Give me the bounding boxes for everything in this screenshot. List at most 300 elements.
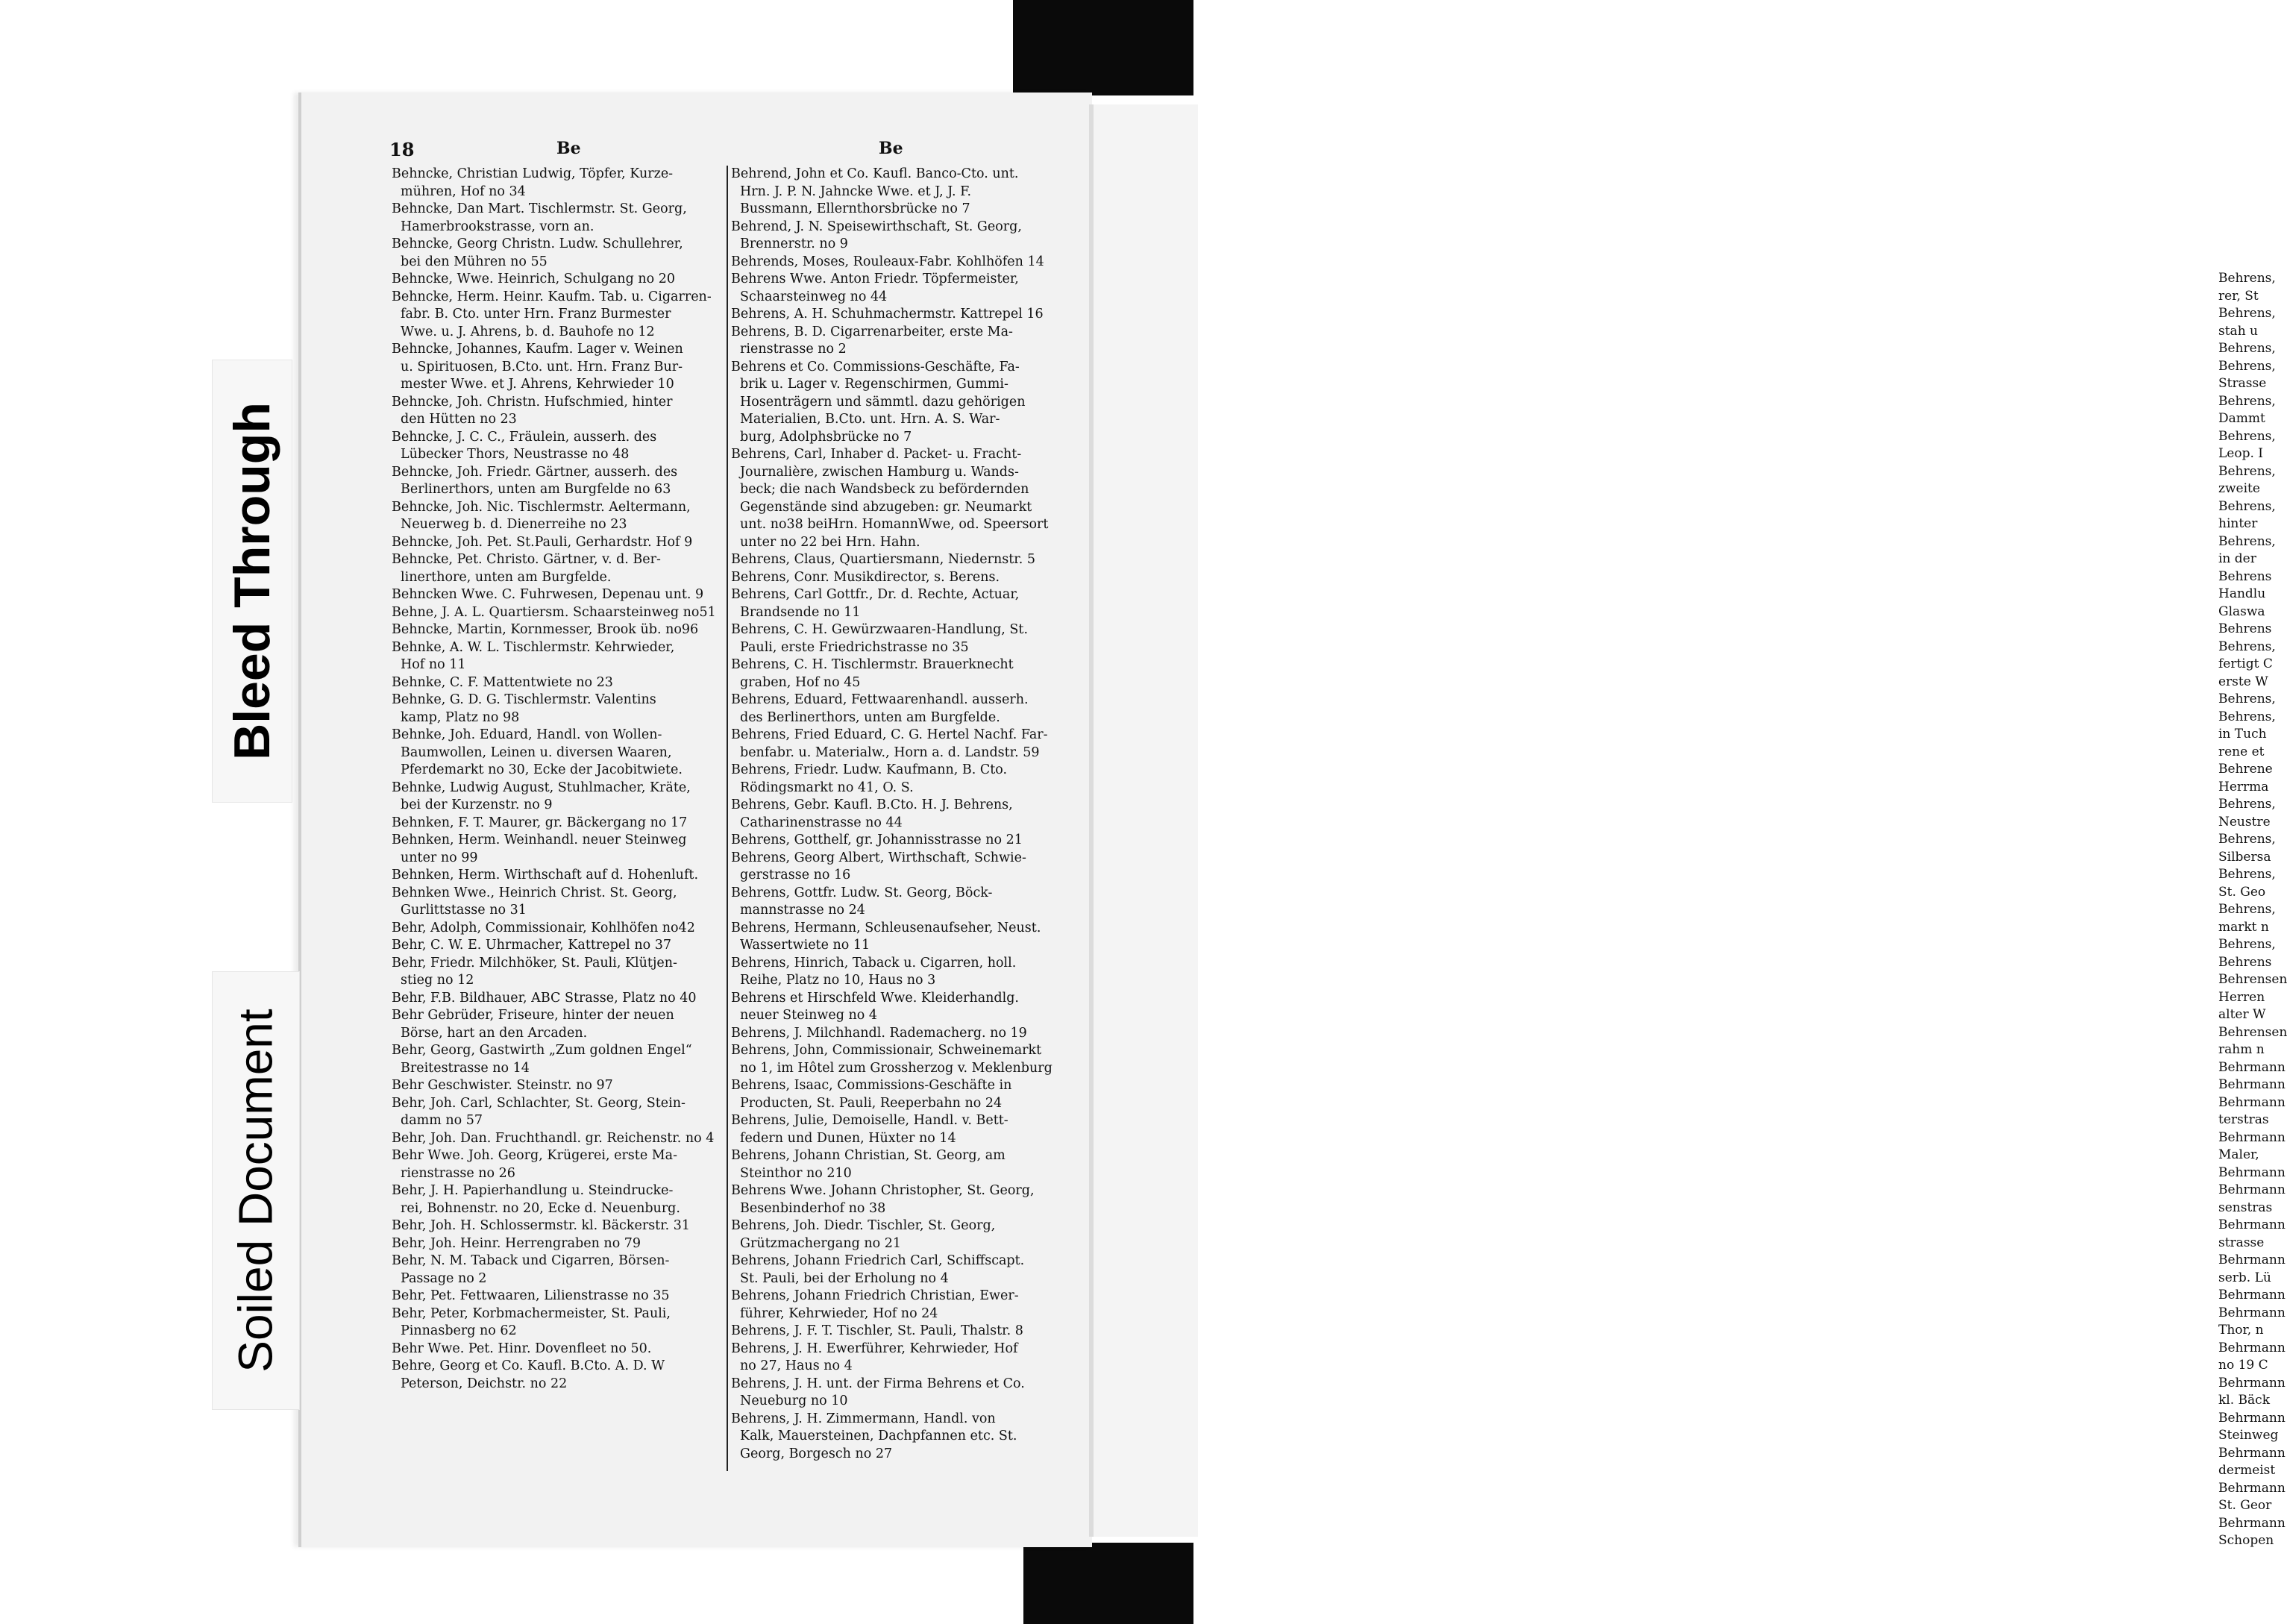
entry-continuation-line: gerstrasse no 16 (740, 868, 851, 882)
entry-line: Behncke, Joh. Friedr. Gärtner, ausserh. des (392, 464, 678, 480)
entry-continuation-line: Hof no 11 (401, 657, 466, 672)
entry-line: Behnken, Herm. Wirthschaft auf d. Hohenluft. (392, 868, 699, 882)
entry-line: Behncke, Christian Ludwig, Töpfer, Kurze- (392, 166, 674, 181)
entry-continuation-line: Brennerstr. no 9 (740, 236, 848, 251)
adjacent-page-line: terstras (2218, 1112, 2269, 1127)
entry-line: Behncke, Johannes, Kaufm. Lager v. Weinen (392, 342, 683, 357)
directory-entry (392, 394, 724, 429)
entry-continuation-line: Pauli, erste Friedrichstrasse no 35 (740, 639, 969, 655)
entry-line: Behr, Joh. Heinr. Herrengraben no 79 (392, 1235, 641, 1251)
adjacent-page-line: Steinweg (2218, 1428, 2279, 1443)
entry-continuation-line: Gegenstände sind abzugeben: gr. Neumarkt (740, 499, 1032, 515)
adjacent-page-line: Silbersa (2218, 849, 2271, 865)
adjacent-page-line: Behrmann (2218, 1182, 2286, 1197)
directory-entry (392, 780, 724, 815)
entry-continuation-line: Breitestrasse no 14 (401, 1060, 530, 1076)
directory-column-right (731, 166, 1067, 1463)
adjacent-page-line: Behrens, (2218, 937, 2276, 952)
adjacent-page-line: Behrens, (2218, 692, 2276, 706)
entry-line: Behrens, Conr. Musikdirector, s. Berens. (731, 569, 1000, 585)
directory-entry (392, 867, 724, 885)
entry-continuation-line: Neueburg no 10 (740, 1393, 848, 1408)
entry-line: Behncke, Dan Mart. Tischlermstr. St. Georg, (392, 201, 687, 216)
entry-line: Behr, Friedr. Milchhöker, St. Pauli, Klütjen- (392, 955, 677, 971)
page-number: 18 (389, 139, 415, 160)
adjacent-page-line: hinter (2218, 516, 2258, 531)
directory-entry (392, 1235, 724, 1253)
directory-entry (392, 1007, 724, 1042)
directory-entry (731, 1182, 1067, 1217)
soiled-document-text: Soiled Document (229, 1009, 283, 1373)
adjacent-page-line: Behrmann (2218, 1340, 2286, 1355)
column-divider (727, 166, 728, 1471)
entry-line: Behrens, J. H. Zimmermann, Handl. von (731, 1411, 996, 1426)
directory-entry (392, 955, 724, 990)
adjacent-page-line: Behrens, (2218, 341, 2276, 356)
entry-line: Behrens et Hirschfeld Wwe. Kleiderhandlg. (731, 990, 1019, 1006)
directory-entry (392, 832, 724, 867)
directory-entry (392, 937, 724, 955)
entry-continuation-line: kamp, Platz no 98 (401, 709, 520, 725)
adjacent-page-line: senstras (2218, 1200, 2273, 1215)
entry-line: Behrens Wwe. Johann Christopher, St. Georg, (731, 1183, 1035, 1198)
entry-continuation-line: Schaarsteinweg no 44 (740, 289, 888, 304)
adjacent-page-line: kl. Bäck (2218, 1393, 2270, 1408)
entry-continuation-line: rienstrasse no 26 (401, 1165, 515, 1181)
directory-entry (731, 219, 1067, 254)
adjacent-page-line: Behrmann (2218, 1253, 2286, 1267)
entry-continuation-line: des Berlinerthors, unten am Burgfelde. (740, 709, 1000, 725)
adjacent-page-line: Maler, (2218, 1147, 2259, 1162)
entry-continuation-line: Hamerbrookstrasse, vorn an. (401, 219, 595, 234)
directory-entry (731, 727, 1067, 762)
adjacent-page-line: Behrens, (2218, 271, 2276, 286)
entry-line: Behrens, Julie, Demoiselle, Handl. v. Bett- (731, 1113, 1008, 1128)
adjacent-page-line: Behrens, (2218, 498, 2276, 514)
entry-continuation-line: Reihe, Platz no 10, Haus no 3 (740, 973, 936, 988)
scan-edge-bar-top (1013, 0, 1193, 95)
entry-continuation-line: Bussmann, Ellernthorsbrücke no 7 (740, 201, 970, 216)
directory-entry (392, 1147, 724, 1182)
entry-continuation-line: graben, Hof no 45 (740, 674, 861, 690)
directory-entry (731, 1253, 1067, 1288)
adjacent-page-line: strasse (2218, 1235, 2265, 1250)
entry-line: Behrens, Hermann, Schleusenaufseher, Neust. (731, 920, 1041, 935)
entry-line: Behncke, Herm. Heinr. Kaufm. Tab. u. Cigarren- (392, 289, 712, 304)
adjacent-page-line: Behrmann (2218, 1094, 2286, 1110)
entry-continuation-line: damm no 57 (401, 1113, 483, 1128)
entry-continuation-line: unt. no38 beiHrn. HomannWwe, od. Speersort (740, 517, 1049, 532)
directory-entry (731, 955, 1067, 990)
adjacent-page-line: Behrmann (2218, 1480, 2286, 1496)
entry-continuation-line: Brandsende no 11 (740, 604, 861, 620)
entry-line: Behrens, C. H. Tischlermstr. Brauerknecht (731, 657, 1014, 672)
entry-line: Behrens, C. H. Gewürzwaaren-Handlung, St. (731, 622, 1029, 637)
directory-entry (731, 586, 1067, 621)
entry-line: Behncke, Joh. Pet. St.Pauli, Gerhardstr. Hof 9 (392, 534, 693, 550)
entry-line: Behrens, Eduard, Fettwaarenhandl. ausserh. (731, 692, 1029, 707)
adjacent-page-line: alter W (2218, 1007, 2266, 1022)
entry-continuation-line: Journalière, zwischen Hamburg u. Wands- (740, 464, 1019, 480)
entry-line: Behncke, Joh. Nic. Tischlermstr. Aeltermann, (392, 499, 691, 515)
entry-line: Behr, Joh. H. Schlossermstr. kl. Bäckerstr. 31 (392, 1218, 691, 1233)
directory-entry (731, 692, 1067, 727)
directory-entry (731, 1217, 1067, 1253)
entry-line: Behncke, Pet. Christo. Gärtner, v. d. Ber- (392, 552, 661, 567)
directory-entry (731, 1112, 1067, 1147)
entry-line: Behrens, B. D. Cigarrenarbeiter, erste Ma- (731, 324, 1013, 339)
directory-entry (731, 271, 1067, 306)
entry-line: Behrens, John, Commissionair, Schweinemarkt (731, 1043, 1042, 1058)
directory-entry (731, 306, 1067, 324)
entry-line: Behrens, Gottfr. Ludw. St. Georg, Böck- (731, 885, 993, 900)
directory-entry (731, 551, 1067, 569)
directory-entry (392, 621, 724, 639)
entry-continuation-line: Lübecker Thors, Neustrasse no 48 (401, 447, 630, 462)
entry-line: Behrend, J. N. Speisewirthschaft, St. Georg, (731, 219, 1022, 234)
directory-entry (392, 885, 724, 920)
directory-entry (731, 850, 1067, 885)
entry-line: Behnke, Ludwig August, Stuhlmacher, Kräte, (392, 780, 691, 795)
directory-entry (731, 324, 1067, 359)
adjacent-page-line: Behrens, (2218, 533, 2276, 549)
directory-entry (731, 569, 1067, 587)
directory-entry (392, 236, 724, 271)
entry-line: Behr, N. M. Taback und Cigarren, Börsen- (392, 1253, 670, 1268)
entry-continuation-line: Producten, St. Pauli, Reeperbahn no 24 (740, 1095, 1003, 1111)
directory-entry (731, 1042, 1067, 1077)
entry-continuation-line: Pferdemarkt no 30, Ecke der Jacobitwiete. (401, 762, 683, 777)
adjacent-page-line: markt n (2218, 919, 2269, 935)
directory-entry (392, 674, 724, 692)
entry-line: Behrens, Fried Eduard, C. G. Hertel Nachf. Far- (731, 727, 1048, 742)
adjacent-page-line: rer, St (2218, 288, 2259, 304)
entry-line: Behrens, Carl, Inhaber d. Packet- u. Fracht- (731, 447, 1022, 462)
entry-line: Behrens, Hinrich, Taback u. Cigarren, holl. (731, 955, 1017, 971)
entry-continuation-line: Baumwollen, Leinen u. diversen Waaren, (401, 744, 672, 760)
entry-continuation-line: rei, Bohnenstr. no 20, Ecke d. Neuenburg. (401, 1200, 680, 1216)
directory-entry (731, 254, 1067, 272)
adjacent-page-line: Behrmann (2218, 1129, 2286, 1145)
bleed-through-text: Bleed Through (224, 402, 281, 760)
entry-continuation-line: brik u. Lager v. Regenschirmen, Gummi- (740, 377, 1008, 392)
entry-line: Behr, Joh. Dan. Fruchthandl. gr. Reichenstr. no 4 (392, 1130, 715, 1146)
adjacent-page-line: in der (2218, 551, 2256, 566)
entry-line: Behrens, Johann Christian, St. Georg, am (731, 1148, 1006, 1163)
adjacent-page-line: Handlu (2218, 586, 2266, 601)
directory-column-left (392, 166, 724, 1393)
adjacent-page-line: Behrens, (2218, 306, 2276, 321)
directory-entry (392, 289, 724, 342)
adjacent-page-line: no 19 C (2218, 1358, 2268, 1373)
adjacent-page-line: serb. Lü (2218, 1270, 2271, 1285)
entry-continuation-line: no 1, im Hôtel zum Grossherzog v. Meklenburg (740, 1060, 1052, 1076)
directory-entry (731, 990, 1067, 1025)
entry-line: Behr, Joh. Carl, Schlachter, St. Georg, Stein- (392, 1095, 686, 1111)
directory-entry (731, 656, 1067, 692)
directory-entry (392, 166, 724, 201)
directory-entry (731, 1147, 1067, 1182)
adjacent-page-line: Neustre (2218, 814, 2271, 830)
adjacent-page-line: Behrensen (2218, 972, 2287, 987)
directory-entry (392, 990, 724, 1008)
entry-line: Behrens, Johann Friedrich Carl, Schiffscapt. (731, 1253, 1025, 1268)
entry-line: Behr Gebrüder, Friseure, hinter der neuen (392, 1008, 674, 1023)
directory-entry (392, 1182, 724, 1217)
entry-line: Behrens, Claus, Quartiersmann, Niedernstr. 5 (731, 552, 1036, 567)
adjacent-page-line: Leop. I (2218, 446, 2263, 461)
adjacent-page-line: Behrens, (2218, 832, 2276, 847)
adjacent-page-line: stah u (2218, 323, 2258, 339)
entry-continuation-line: Catharinenstrasse no 44 (740, 815, 903, 830)
bleed-through-label (212, 360, 292, 803)
entry-line: Behncke, J. C. C., Fräulein, ausserh. des (392, 429, 657, 445)
adjacent-page-line: zweite (2218, 481, 2260, 496)
directory-entry (392, 1358, 724, 1393)
entry-continuation-line: Hosenträgern und sämmtl. dazu gehörigen (740, 394, 1026, 410)
directory-entry (392, 1341, 724, 1358)
adjacent-page-line: Behrmann (2218, 1288, 2286, 1302)
adjacent-page-line: Behrens, (2218, 639, 2276, 654)
entry-line: Behr, Georg, Gastwirth „Zum goldnen Engel“ (392, 1043, 692, 1058)
directory-entry (731, 832, 1067, 850)
entry-line: Behrens, Friedr. Ludw. Kaufmann, B. Cto. (731, 762, 1008, 777)
directory-entry (392, 692, 724, 727)
adjacent-page-line: Behrmann (2218, 1164, 2286, 1180)
directory-entry (731, 1376, 1067, 1411)
directory-entry (392, 1077, 724, 1095)
entry-continuation-line: Kalk, Mauersteinen, Dachpfannen etc. St. (740, 1429, 1017, 1443)
adjacent-page-line: Behrmann (2218, 1059, 2286, 1075)
entry-line: Behnken Wwe., Heinrich Christ. St. Georg, (392, 885, 677, 900)
entry-line: Behr Geschwister. Steinstr. no 97 (392, 1078, 613, 1093)
directory-entry (731, 1323, 1067, 1341)
adjacent-page-line: Behrens, (2218, 902, 2276, 917)
directory-entry (392, 271, 724, 289)
adjacent-page-line: Behrens, (2218, 797, 2276, 812)
entry-continuation-line: Pinnasberg no 62 (401, 1323, 517, 1338)
entry-continuation-line: Hrn. J. P. N. Jahncke Wwe. et J, J. F. (740, 184, 972, 199)
directory-entry (731, 1341, 1067, 1376)
adjacent-page-line: rahm n (2218, 1042, 2265, 1057)
adjacent-page-line: Behrmann (2218, 1375, 2286, 1391)
directory-entry (731, 446, 1067, 551)
directory-entry (731, 920, 1067, 955)
entry-continuation-line: Gurlittstasse no 31 (401, 903, 527, 918)
adjacent-page-line: Behrens, (2218, 358, 2276, 374)
entry-continuation-line: Peterson, Deichstr. no 22 (401, 1376, 568, 1391)
adjacent-page-line: Strasse (2218, 376, 2267, 391)
entry-continuation-line: St. Pauli, bei der Erholung no 4 (740, 1270, 949, 1286)
adjacent-page-line: erste W (2218, 674, 2268, 689)
directory-entry (392, 1217, 724, 1235)
entry-continuation-line: mühren, Hof no 34 (401, 184, 526, 199)
adjacent-page-line: Herrma (2218, 779, 2269, 794)
entry-line: Behr, C. W. E. Uhrmacher, Kattrepel no 37 (392, 938, 671, 953)
directory-entry (392, 1130, 724, 1148)
entry-line: Behrens, Gebr. Kaufl. B.Cto. H. J. Behrens, (731, 797, 1013, 812)
directory-entry (731, 762, 1067, 797)
entry-continuation-line: mannstrasse no 24 (740, 903, 865, 918)
entry-line: Behncke, Georg Christn. Ludw. Schullehrer, (392, 236, 683, 251)
directory-entry (731, 1288, 1067, 1323)
directory-entry (392, 429, 724, 464)
entry-line: Behnke, G. D. G. Tischlermstr. Valentins (392, 692, 656, 707)
entry-line: Behrens, Joh. Diedr. Tischler, St. Georg, (731, 1218, 996, 1233)
entry-line: Behr, J. H. Papierhandlung u. Steindrucke- (392, 1183, 674, 1198)
entry-continuation-line: Börse, hart an den Arcaden. (401, 1025, 588, 1041)
entry-line: Behrens, J. H. unt. der Firma Behrens et Co. (731, 1376, 1025, 1391)
entry-continuation-line: no 27, Haus no 4 (740, 1358, 853, 1373)
entry-continuation-line: Georg, Borgesch no 27 (740, 1446, 893, 1461)
entry-continuation-line: Steinthor no 210 (740, 1165, 852, 1181)
entry-continuation-line: linerthore, unten am Burgfelde. (401, 569, 612, 585)
directory-entry (392, 727, 724, 780)
directory-entry (392, 1042, 724, 1077)
soiled-document-label (212, 971, 300, 1410)
directory-entry (731, 1077, 1067, 1112)
adjacent-page-column (2218, 270, 2287, 1550)
adjacent-page-line: Thor, n (2218, 1323, 2264, 1338)
entry-continuation-line: unter no 22 bei Hrn. Hahn. (740, 534, 920, 550)
entry-line: Behrens Wwe. Anton Friedr. Töpfermeister, (731, 272, 1019, 286)
entry-line: Behrens, J. H. Ewerführer, Kehrwieder, Hof (731, 1341, 1018, 1356)
adjacent-page-line: Behrens, (2218, 463, 2276, 479)
entry-line: Behr, Peter, Korbmachermeister, St. Pauli, (392, 1305, 671, 1321)
running-head-left: Be (556, 139, 581, 158)
entry-continuation-line: mester Wwe. et J. Ahrens, Kehrwieder 10 (401, 377, 674, 392)
adjacent-page-line: Behrmann (2218, 1305, 2286, 1320)
adjacent-page-line: in Tuch (2218, 727, 2267, 742)
entry-line: Behrens, Carl Gottfr., Dr. d. Rechte, Actuar, (731, 587, 1020, 602)
entry-line: Behr, Adolph, Commissionair, Kohlhöfen no42 (392, 920, 695, 935)
entry-continuation-line: Berlinerthors, unten am Burgfelde no 63 (401, 482, 671, 497)
entry-line: Behnke, C. F. Mattentwiete no 23 (392, 674, 613, 690)
adjacent-page-line: fertigt C (2218, 656, 2273, 671)
directory-entry (392, 604, 724, 622)
adjacent-page-line: Dammt (2218, 411, 2265, 426)
directory-entry (731, 359, 1067, 447)
entry-line: Behrens, Georg Albert, Wirthschaft, Schwie- (731, 850, 1026, 865)
entry-continuation-line: Materialien, B.Cto. unt. Hrn. A. S. War- (740, 412, 1000, 427)
scan-edge-bar-bottom (1023, 1543, 1193, 1624)
entry-line: Behncke, Joh. Christn. Hufschmied, hinter (392, 394, 673, 410)
directory-entry (731, 1025, 1067, 1043)
directory-entry (392, 920, 724, 938)
adjacent-page-line: Behrens, (2218, 393, 2276, 409)
entry-continuation-line: bei der Kurzenstr. no 9 (401, 797, 553, 812)
entry-line: Behr, F.B. Bildhauer, ABC Strasse, Platz no 40 (392, 990, 697, 1006)
entry-line: Behncken Wwe. C. Fuhrwesen, Depenau unt. 9 (392, 587, 704, 602)
entry-line: Behnke, A. W. L. Tischlermstr. Kehrwieder, (392, 639, 675, 655)
adjacent-page-line: Behrens, (2218, 428, 2276, 444)
directory-entry (731, 621, 1067, 656)
entry-continuation-line: stieg no 12 (401, 973, 474, 988)
directory-entry (731, 885, 1067, 920)
entry-continuation-line: Wwe. u. J. Ahrens, b. d. Bauhofe no 12 (401, 324, 655, 339)
entry-continuation-line: Neuerweg b. d. Dienerreihe no 23 (401, 517, 627, 532)
running-head-right: Be (879, 139, 903, 158)
directory-entry (392, 551, 724, 586)
adjacent-page-line: dermeist (2218, 1463, 2276, 1478)
entry-line: Behr, Pet. Fettwaaren, Lilienstrasse no 35 (392, 1288, 670, 1303)
directory-entry (392, 586, 724, 604)
entry-line: Behnken, F. T. Maurer, gr. Bäckergang no 17 (392, 815, 688, 830)
directory-entry (392, 499, 724, 534)
entry-line: Behrens, A. H. Schuhmachermstr. Kattrepel 16 (731, 307, 1044, 322)
entry-continuation-line: fabr. B. Cto. unter Hrn. Franz Burmester (401, 307, 671, 322)
entry-continuation-line: Passage no 2 (401, 1270, 487, 1286)
directory-entry (392, 1095, 724, 1130)
entry-continuation-line: burg, Adolphsbrücke no 7 (740, 429, 912, 445)
adjacent-page-line: Behrene (2218, 762, 2273, 777)
directory-entry (731, 1411, 1067, 1464)
entry-continuation-line: unter no 99 (401, 850, 478, 865)
directory-entry (392, 341, 724, 394)
entry-line: Behr Wwe. Joh. Georg, Krügerei, erste Ma- (392, 1148, 678, 1163)
entry-line: Behrens, Isaac, Commissions-Geschäfte in (731, 1078, 1012, 1093)
entry-continuation-line: benfabr. u. Materialw., Horn a. d. Landstr. 59 (740, 744, 1040, 760)
directory-entry (392, 1253, 724, 1288)
adjacent-page-line: Behrens (2218, 568, 2272, 584)
entry-continuation-line: Wassertwiete no 11 (740, 938, 870, 953)
adjacent-page-line: Behrens, (2218, 709, 2276, 724)
adjacent-page-line: Behrmann (2218, 1515, 2286, 1531)
adjacent-page-line: Behrmann (2218, 1445, 2286, 1461)
entry-continuation-line: neuer Steinweg no 4 (740, 1008, 878, 1023)
entry-continuation-line: den Hütten no 23 (401, 412, 517, 427)
entry-line: Behrends, Moses, Rouleaux-Fabr. Kohlhöfen 14 (731, 254, 1044, 269)
adjacent-page-strip (1089, 104, 2287, 1548)
directory-entry (392, 1305, 724, 1341)
entry-line: Behnke, Joh. Eduard, Handl. von Wollen- (392, 727, 662, 742)
directory-entry (392, 201, 724, 236)
adjacent-page-line: Behrmann (2218, 1410, 2286, 1426)
adjacent-page-line: Behrmann (2218, 1077, 2286, 1092)
directory-entry (392, 815, 724, 833)
entry-continuation-line: rienstrasse no 2 (740, 342, 847, 357)
entry-line: Behr Wwe. Pet. Hinr. Dovenfleet no 50. (392, 1341, 652, 1356)
adjacent-page-line: Behrens (2218, 621, 2272, 636)
entry-continuation-line: beck; die nach Wandsbeck zu befördernden (740, 482, 1029, 497)
entry-continuation-line: Grützmachergang no 21 (740, 1235, 901, 1251)
entry-continuation-line: u. Spirituosen, B.Cto. unt. Hrn. Franz Bur- (401, 359, 683, 374)
adjacent-page-line: Behrens, (2218, 867, 2276, 882)
entry-line: Behnken, Herm. Weinhandl. neuer Steinweg (392, 833, 687, 847)
entry-continuation-line: Rödingsmarkt no 41, O. S. (740, 780, 914, 795)
entry-line: Behrens, Johann Friedrich Christian, Ewer- (731, 1288, 1019, 1303)
adjacent-page-line: Behrensen (2218, 1024, 2287, 1040)
adjacent-page-line: Behrmann (2218, 1217, 2286, 1232)
directory-entry (392, 1288, 724, 1305)
adjacent-page-line: Behrens (2218, 954, 2272, 970)
entry-line: Behrens, J. F. T. Tischler, St. Pauli, Thalstr. 8 (731, 1323, 1023, 1338)
adjacent-page-line: rene et (2218, 744, 2265, 759)
directory-entry (731, 797, 1067, 832)
entry-line: Behncke, Martin, Kornmesser, Brook üb. no96 (392, 622, 699, 637)
adjacent-page-line: St. Geor (2218, 1498, 2272, 1513)
adjacent-page-line: St. Geo (2218, 884, 2266, 900)
entry-line: Behrens et Co. Commissions-Geschäfte, Fa- (731, 359, 1020, 374)
adjacent-page-line: Herren (2218, 989, 2265, 1005)
directory-entry (392, 639, 724, 674)
entry-line: Behne, J. A. L. Quartiersm. Schaarsteinweg no51 (392, 604, 716, 620)
entry-continuation-line: federn und Dunen, Hüxter no 14 (740, 1130, 956, 1146)
entry-continuation-line: Besenbinderhof no 38 (740, 1200, 886, 1216)
adjacent-page-line: Schopen (2218, 1533, 2274, 1548)
entry-line: Behrend, John et Co. Kaufl. Banco-Cto. unt. (731, 166, 1019, 181)
entry-line: Behncke, Wwe. Heinrich, Schulgang no 20 (392, 272, 675, 286)
